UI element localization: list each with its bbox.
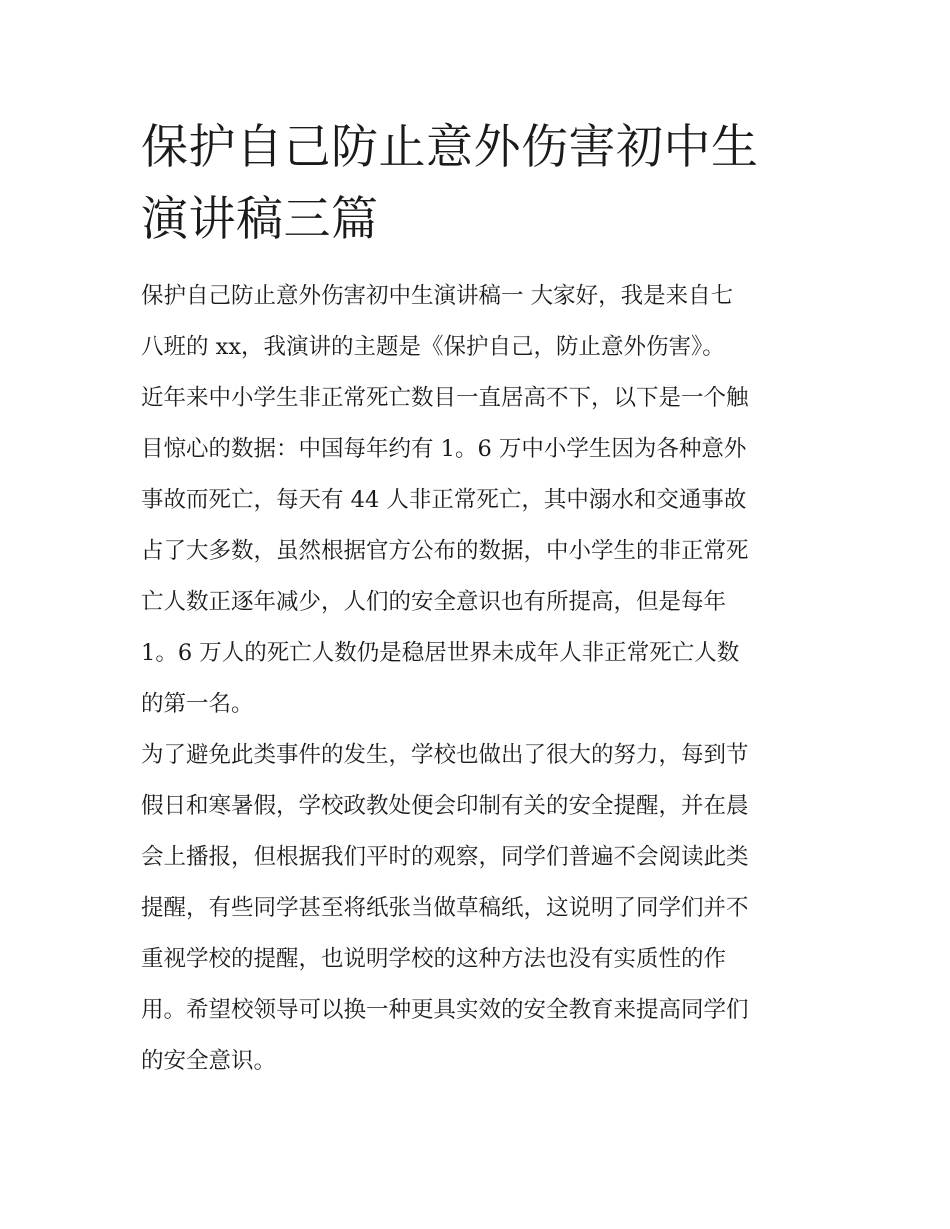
body-line: 亡人数正逐年减少，人们的安全意识也有所提高，但是每年 xyxy=(141,589,727,615)
document-title xyxy=(141,112,821,256)
body-line: 为了避免此类事件的发生，学校也做出了很大的努力，每到节 xyxy=(141,742,749,768)
body-line: 用。希望校领导可以换一种更具实效的安全教育来提高同学们 xyxy=(141,997,749,1023)
body-line: 近年来中小学生非正常死亡数目一直居高不下，以下是一个触 xyxy=(141,385,749,411)
body-line: 重视学校的提醒，也说明学校的这种方法也没有实质性的作 xyxy=(141,946,727,972)
body-line: 会上播报，但根据我们平时的观察，同学们普遍不会阅读此类 xyxy=(141,844,749,870)
body-line: 八班的 xx，我演讲的主题是《保护自己，防止意外伤害》。 xyxy=(141,334,725,360)
body-line: 提醒，有些同学甚至将纸张当做草稿纸，这说明了同学们并不 xyxy=(141,895,749,921)
title-line: 保护自己防止意外伤害初中生 xyxy=(141,120,759,175)
body-line: 的安全意识。 xyxy=(141,1048,277,1074)
body-line: 的第一名。 xyxy=(141,691,254,717)
body-line: 占了大多数，虽然根据官方公布的数据，中小学生的非正常死 xyxy=(141,538,749,564)
body-line: 假日和寒暑假，学校政教处便会印制有关的安全提醒，并在晨 xyxy=(141,793,749,819)
title-line: 演讲稿三篇 xyxy=(141,192,379,247)
body-line: 事故而死亡，每天有 44 人非正常死亡，其中溺水和交通事故 xyxy=(141,487,747,513)
body-line: 保护自己防止意外伤害初中生演讲稿一 大家好，我是来自七 xyxy=(141,283,734,309)
body-line: 1。6 万人的死亡人数仍是稳居世界未成年人非正常死亡人数 xyxy=(141,640,740,666)
document-body xyxy=(141,271,821,1087)
document-content xyxy=(141,112,821,1087)
body-line: 目惊心的数据：中国每年约有 1。6 万中小学生因为各种意外 xyxy=(141,436,747,462)
